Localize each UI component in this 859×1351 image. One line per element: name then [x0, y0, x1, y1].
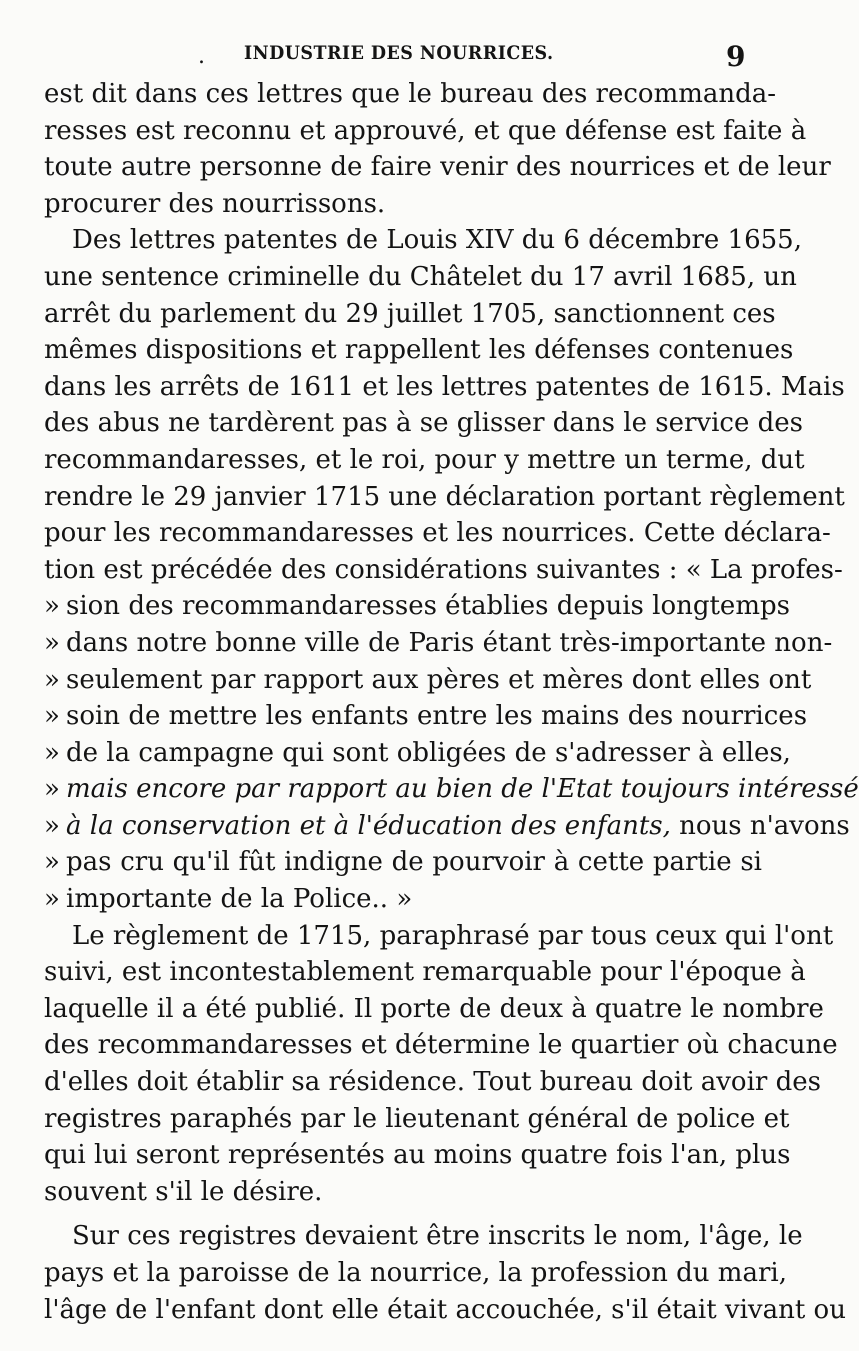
quote-line: [44, 735, 791, 772]
text-line: est dit dans ces lettres que le bureau des recommanda-: [44, 79, 777, 109]
text-line: pour les recommandaresses et les nourrices. Cette déclara-: [44, 518, 831, 549]
quote-mark: »: [44, 627, 60, 658]
text-line: registres paraphés par le lieutenant général de police et: [44, 1103, 790, 1134]
quote-text: soin de mettre les enfants entre les mains des nourrices: [66, 701, 808, 732]
quote-italic-text: à la conservation et à l'éducation des enfants,: [66, 810, 671, 841]
text-line: Le règlement de 1715, paraphrasé par tous ceux qui l'ont: [72, 920, 834, 951]
text-line: qui lui seront représentés au moins quatre fois l'an, plus: [44, 1140, 791, 1171]
paragraph-gap: [44, 1210, 762, 1218]
quote-italic-text: mais encore par rapport au bien de l'Etat toujours intéressé: [66, 774, 859, 805]
text-line: arrêt du parlement du 29 juillet 1705, sanctionnent ces: [44, 298, 776, 329]
quote-mark: »: [44, 847, 60, 878]
quote-line: [44, 662, 812, 699]
page-number: 9: [726, 40, 746, 73]
quote-text: pas cru qu'il fût indigne de pourvoir à cette partie si: [66, 847, 762, 878]
text-line: tion est précédée des considérations suivantes : « La profes-: [44, 554, 843, 585]
text-line: des recommandaresses et détermine le quartier où chacune: [44, 1030, 838, 1061]
quote-line: [44, 771, 859, 808]
quote-line: [44, 588, 790, 625]
text-line: pays et la paroisse de la nourrice, la profession du mari,: [44, 1258, 787, 1288]
text-line: laquelle il a été publié. Il porte de deux à quatre le nombre: [44, 993, 824, 1024]
quote-text: nous n'avons: [670, 810, 850, 841]
quote-mark: »: [44, 591, 60, 622]
quote-mark: »: [44, 664, 60, 695]
header-dot: .: [198, 44, 205, 69]
quote-line: [44, 808, 850, 845]
text-line: une sentence criminelle du Châtelet du 17 avril 1685, un: [44, 261, 797, 292]
quote-mark: »: [44, 701, 60, 732]
text-line: resses est reconnu et approuvé, et que défense est faite à: [44, 115, 807, 146]
text-line: souvent s'il le désire.: [44, 1176, 323, 1207]
quote-text: de la campagne qui sont obligées de s'adresser à elles,: [66, 737, 791, 768]
quote-mark: »: [44, 737, 60, 768]
text-line: Des lettres patentes de Louis XIV du 6 décembre 1655,: [72, 225, 802, 256]
running-title: INDUSTRIE DES NOURRICES.: [244, 42, 554, 64]
text-line: mêmes dispositions et rappellent les défenses contenues: [44, 335, 794, 366]
quote-mark: »: [44, 774, 60, 805]
quote-line: [44, 844, 762, 881]
page-header: [0, 38, 800, 78]
quote-line: [44, 881, 762, 918]
quote-line: [44, 625, 833, 662]
quote-text: dans notre bonne ville de Paris étant très-importante non-: [66, 627, 833, 658]
text-line: rendre le 29 janvier 1715 une déclaration portant règlement: [44, 481, 845, 512]
quote-mark: »: [44, 810, 60, 841]
quote-line: [44, 698, 808, 735]
text-line: des abus ne tardèrent pas à se glisser dans le service des: [44, 408, 803, 439]
text-line: recommandaresses, et le roi, pour y mettre un terme, dut: [44, 444, 805, 475]
text-line: l'âge de l'enfant dont elle était accouchée, s'il était vivant ou: [44, 1294, 846, 1325]
body-text: [44, 76, 859, 1328]
text-line: suivi, est incontestablement remarquable pour l'époque à: [44, 957, 806, 988]
text-line: Sur ces registres devaient être inscrits le nom, l'âge, le: [72, 1221, 803, 1252]
quote-mark: »: [44, 884, 60, 915]
text-line: dans les arrêts de 1611 et les lettres patentes de 1615. Mais: [44, 371, 845, 402]
quote-text: importante de la Police.. »: [66, 884, 413, 915]
text-line: procurer des nourrissons.: [44, 188, 386, 219]
quote-text: sion des recommandaresses établies depuis longtemps: [66, 591, 790, 622]
text-line: d'elles doit établir sa résidence. Tout bureau doit avoir des: [44, 1067, 821, 1098]
quote-text: seulement par rapport aux pères et mères dont elles ont: [66, 664, 812, 695]
text-line: toute autre personne de faire venir des nourrices et de leur: [44, 152, 831, 183]
